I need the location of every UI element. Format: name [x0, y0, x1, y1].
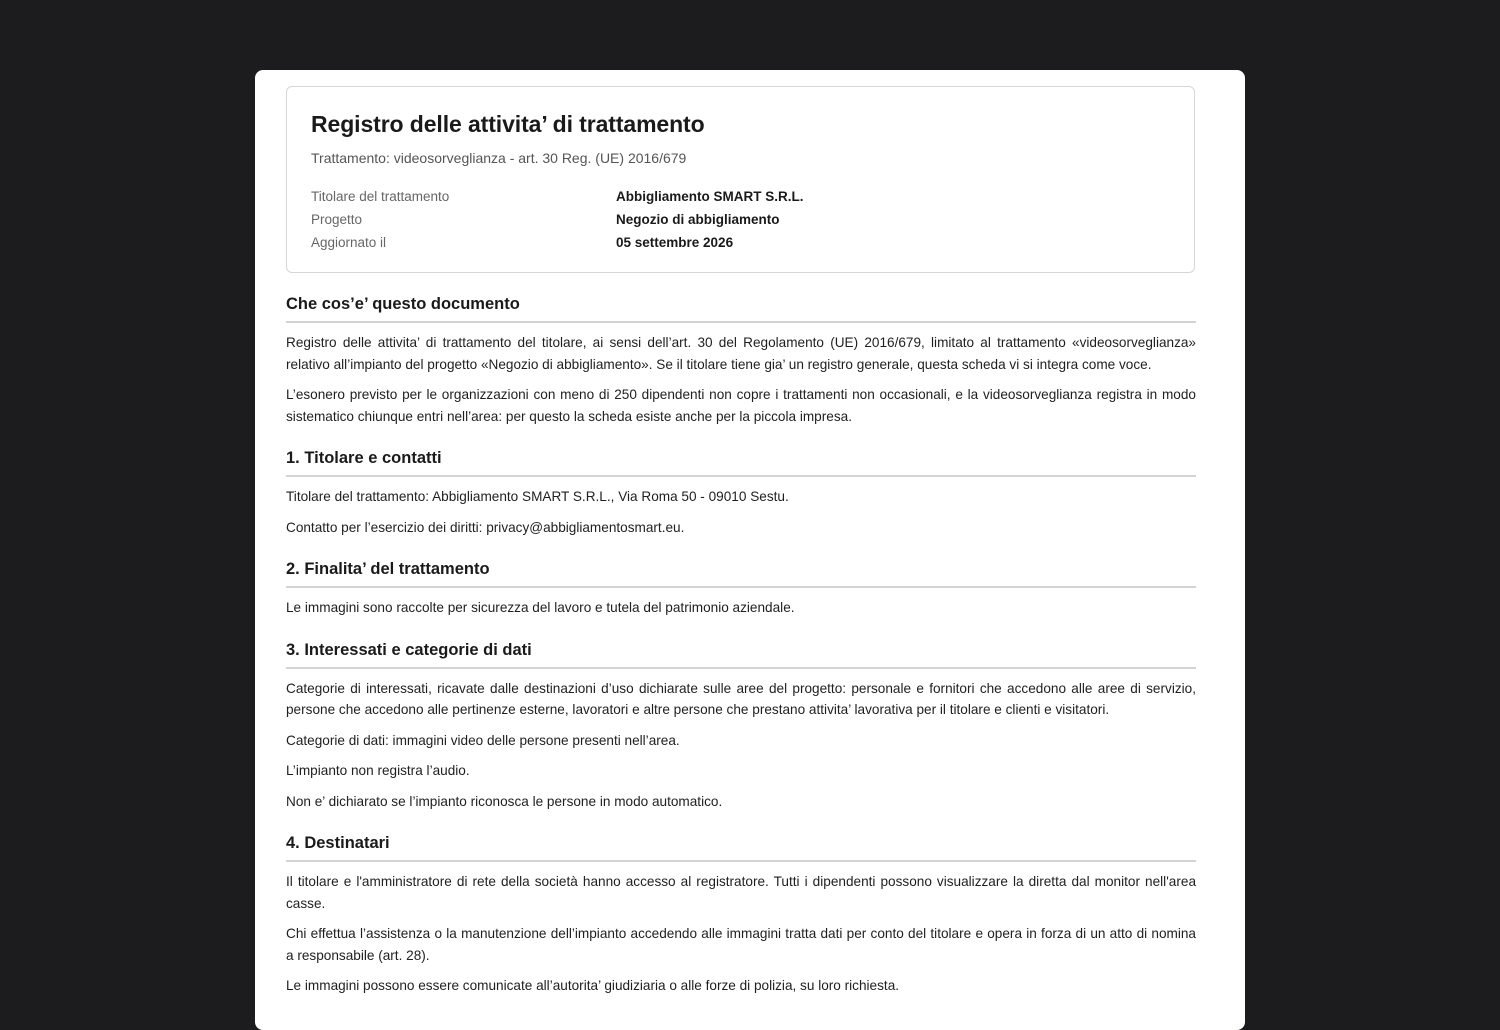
section-interessati: [286, 641, 1196, 813]
meta-label-aggiornato: Aggiornato il: [311, 235, 387, 250]
section-paragraph: Il titolare e l'amministratore di rete della società hanno accesso al registratore. Tutti i dipendenti possono visualizzare la diretta dal monitor nell'area casse.: [286, 874, 1196, 911]
section-paragraph: Le immagini possono essere comunicate all’autorita’ giudiziaria o alle forze di polizia, su loro richiesta.: [286, 978, 900, 993]
document-page: [255, 70, 1245, 1030]
meta-label-progetto: Progetto: [311, 212, 363, 227]
section-heading: Che cos’e’ questo documento: [286, 295, 1196, 323]
section-paragraph: Contatto per l’esercizio dei diritti: privacy@abbigliamentosmart.eu.: [286, 519, 685, 535]
section-paragraph: Non e’ dichiarato se l’impianto riconosca le persone in modo automatico.: [286, 793, 723, 809]
section-paragraph: Chi effettua l’assistenza o la manutenzione dell’impianto accedendo alle immagini tratta dati per conto del titolare e opera in forza di un atto di nomina a responsabile (art. 28).: [286, 926, 1196, 963]
document-title: Registro delle attivita’ di trattamento: [311, 111, 705, 137]
section-paragraph: Registro delle attivita’ di trattamento del titolare, ai sensi dell’art. 30 del Regolamento (UE) 2016/679, limitato al trattamento «videosorveglianza» relativo all’impianto del progetto «Negozio di abbigliamento». Se il titolare tiene gia’ un registro generale, questa scheda vi si integra come voce.: [286, 335, 1196, 372]
document-header-card: [286, 86, 1195, 273]
meta-value-titolare: Abbigliamento SMART S.R.L.: [616, 189, 804, 204]
section-destinatari: [286, 834, 1196, 997]
meta-value-aggiornato: 05 settembre 2026: [616, 235, 734, 250]
section-finalita: [286, 560, 1196, 619]
section-heading: 1. Titolare e contatti: [286, 449, 1196, 477]
section-paragraph: L’esonero previsto per le organizzazioni con meno di 250 dipendenti non copre i trattamenti non occasionali, e la videosorveglianza registra in modo sistematico chiunque entri nell’area: per questo la scheda esiste anche per la piccola impresa.: [286, 387, 1196, 424]
section-intro: [286, 295, 1196, 427]
section-heading: 2. Finalita’ del trattamento: [286, 560, 1196, 588]
metadata-grid: [311, 189, 1170, 250]
meta-value-progetto: Negozio di abbigliamento: [616, 212, 780, 227]
meta-label-titolare: Titolare del trattamento: [311, 189, 450, 204]
section-paragraph: Categorie di interessati, ricavate dalle destinazioni d’uso dichiarate sulle aree del progetto: personale e fornitori che accedono alle aree di servizio, persone che accedono alle pertinenze esterne, lavoratori e altre persone che prestano attivita’ lavorativa per il titolare e clienti e visitatori.: [286, 680, 1196, 717]
section-paragraph: Titolare del trattamento: Abbigliamento SMART S.R.L., Via Roma 50 - 09010 Sestu.: [286, 489, 789, 504]
section-paragraph: Le immagini sono raccolte per sicurezza del lavoro e tutela del patrimonio aziendale.: [286, 600, 795, 615]
section-heading: 4. Destinatari: [286, 834, 1196, 862]
section-titolare: [286, 449, 1196, 538]
section-paragraph: L’impianto non registra l’audio.: [286, 763, 470, 778]
section-heading: 3. Interessati e categorie di dati: [286, 641, 1196, 669]
section-paragraph: Categorie di dati: immagini video delle persone presenti nell’area.: [286, 732, 680, 748]
document-subtitle: Trattamento: videosorveglianza - art. 30 Reg. (UE) 2016/679: [311, 150, 687, 166]
